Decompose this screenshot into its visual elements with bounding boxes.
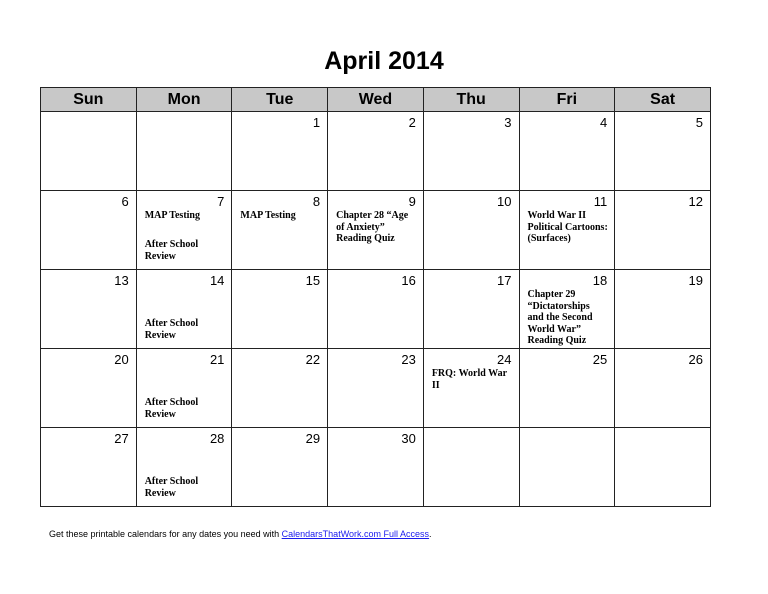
event-text: World War II Political Cartoons: (Surfaces) [527,210,608,244]
event-text-bottom: After School Review [144,239,199,262]
day-cell [41,428,137,507]
weekday-header: Sun [41,88,137,112]
event-text: MAP Testing [144,210,200,221]
day-number: 4 [599,115,608,130]
day-cell [232,428,328,507]
day-cell [423,428,519,507]
day-number: 29 [305,431,321,446]
day-number: 13 [114,273,129,288]
event-text: MAP Testing [240,210,296,221]
footer-note [49,529,432,539]
day-cell [136,349,232,428]
weekday-header: Thu [423,88,519,112]
day-cell [423,349,519,428]
day-number [520,428,615,446]
day-cell [519,349,615,428]
day-cell [423,191,519,270]
day-number: 21 [209,352,225,367]
day-number: 12 [688,194,703,209]
week-row [41,270,711,349]
day-number: 22 [305,352,321,367]
day-cell [615,191,711,270]
day-cell [328,428,424,507]
day-number: 16 [401,273,416,288]
day-number: 5 [695,115,703,130]
weekday-header: Wed [328,88,424,112]
day-cell [328,191,424,270]
day-number: 18 [592,273,608,288]
calendar-grid [40,87,711,507]
footer-suffix: . [429,529,432,539]
day-cell [328,270,424,349]
day-number: 24 [497,352,512,367]
day-number: 25 [592,352,608,367]
event-text: FRQ: World War II [431,368,508,391]
event-text-bottom: After School Review [144,397,199,420]
day-cell [328,349,424,428]
day-cell [519,270,615,349]
day-number: 17 [497,273,512,288]
weekday-header: Fri [519,88,615,112]
day-number: 20 [114,352,129,367]
day-number: 2 [408,115,416,130]
week-row [41,112,711,191]
day-number: 19 [688,273,703,288]
weekday-header-row [41,88,711,112]
day-number: 10 [497,194,512,209]
day-number [424,428,519,446]
event-text: Chapter 28 “Age of Anxiety” Reading Quiz [336,210,409,244]
week-row [41,428,711,507]
day-number: 9 [408,194,416,209]
day-number: 6 [121,194,129,209]
day-cell [615,112,711,191]
calendar-body [41,112,711,507]
day-cell [232,191,328,270]
event-text-bottom: After School Review [144,318,199,341]
day-cell [519,112,615,191]
day-number: 26 [688,352,703,367]
day-number: 27 [114,431,129,446]
day-number: 14 [209,273,225,288]
day-number [615,428,710,446]
day-cell [615,428,711,507]
day-number: 3 [504,115,512,130]
day-cell [615,270,711,349]
event-text: Chapter 29 “Dictatorships and the Second World War” Reading Quiz [527,289,593,346]
day-number: 15 [305,273,321,288]
day-cell [519,191,615,270]
day-cell [136,191,232,270]
day-cell [41,270,137,349]
weekday-header: Mon [136,88,232,112]
weekday-header: Tue [232,88,328,112]
day-number: 1 [312,115,321,130]
day-number: 23 [401,352,416,367]
day-cell [41,349,137,428]
day-number: 11 [593,194,608,209]
day-cell [519,428,615,507]
week-row [41,349,711,428]
footer-text: Get these printable calendars for any dates you need with [49,529,282,539]
day-number: 28 [209,431,225,446]
day-cell [136,270,232,349]
day-cell [232,270,328,349]
day-cell [136,112,232,191]
day-cell [615,349,711,428]
day-number: 30 [401,431,416,446]
day-cell [41,191,137,270]
day-number [41,112,136,130]
calendars-link[interactable]: CalendarsThatWork.com Full Access [281,529,430,539]
weekday-header: Sat [615,88,711,112]
week-row [41,191,711,270]
event-text-bottom: After School Review [144,476,199,499]
day-cell [136,428,232,507]
day-cell [41,112,137,191]
calendar-title: April 2014 [324,47,444,75]
day-number: 8 [312,194,321,209]
day-cell [328,112,424,191]
day-number [137,112,232,130]
day-number: 7 [217,194,225,209]
day-cell [232,349,328,428]
day-cell [423,112,519,191]
day-cell [232,112,328,191]
day-cell [423,270,519,349]
